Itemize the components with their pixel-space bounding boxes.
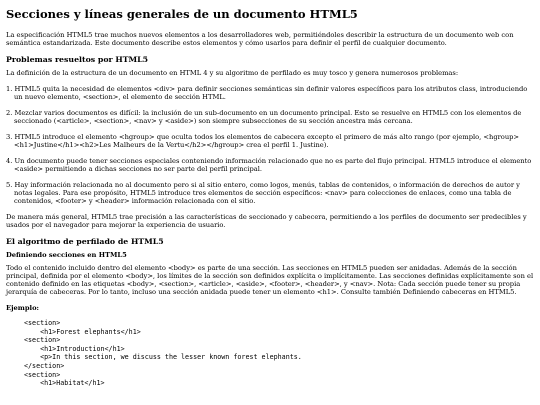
intro-paragraph: La especificación HTML5 trae muchos nuevos elementos a los desarrolladores web, permitiéndoles describir la estructura de un documento web con semántica estandarizada. Este documento describe estos elementos y cómo usarlos para definir el perfil de cualquier documento.	[6, 31, 514, 47]
problems-intro: La definición de la estructura de un documento en HTML 4 y su algoritmo de perfilado es muy tosco y genera numerosos problemas:	[6, 69, 459, 77]
list-item: 2. Mezclar varios documentos es difícil: la inclusión de un sub-documento en un documento principal. Esto se resuelve en HTML5 con los elementos de seccionado (<article>, <section>, <nav> y <aside>) son siempre subsecciones de su sección ancestra más cercana.	[6, 109, 522, 125]
problems-conclusion: De manera más general, HTML5 trae precisión a las características de seccionado y cabecera, permitiendo a los perfiles de documento ser predecibles y usados por el navegador para mejorar la experiencia de usuario.	[6, 213, 527, 229]
code-example: <section> <h1>Forest elephants</h1> <section> <h1>Introduction</h1> <p>In this section, we discuss the lesser known forest elephants. </section> <section> <h1>Habitat</h1>	[24, 319, 302, 388]
section-definition-subheading: Definiendo secciones en HTML5	[6, 251, 127, 259]
list-item: 5. Hay información relacionada no al documento pero si al sitio entero, como logos, menús, tablas de contenidos, o información de derechos de autor y notas legales. Para ese propósito, HTML5 introduce tres elementos de sección específicos: <nav> para colecciones de enlaces, como una tabla de contenidos, <footer> y <header> información relacionada con el sitio.	[6, 181, 520, 205]
algorithm-heading: El algoritmo de perfilado de HTML5	[6, 237, 164, 246]
problems-list	[6, 85, 534, 205]
list-item: 3. HTML5 introduce el elemento <hgroup> que oculta todos los elementos de cabecera excepto el primero de más alto rango (por ejemplo, <hgroup><h1>Justine</h1><h2>Les Malheurs de la Vertu</h2></hgroup> crea el perfil 1. Justine).	[6, 133, 520, 149]
list-item: 4. Un documento puede tener secciones especiales conteniendo información relacionado que no es parte del flujo principal. HTML5 introduce el elemento <aside> permitiendo a dichas secciones no ser parte del perfil principal.	[6, 157, 532, 173]
problems-heading: Problemas resueltos por HTML5	[6, 55, 149, 64]
algorithm-paragraph: Todo el contenido incluido dentro del elemento <body> es parte de una sección. Las secciones en HTML5 pueden ser anidadas. Además de la sección principal, definida por el elemento <body>, los límites de la sección son definidos explícita o implícitamente. Las secciones definidas explícitamente son el contenido definido en las etiquetas <body>, <section>, <article>, <aside>, <footer>, <header>, y <nav>. Nota: Cada sección puede tener su propia jerarquía de cabeceras. Por lo tanto, incluso una sección anidada puede tener un elemento <h1>. Consulte también Definiendo cabeceras en HTML5.	[6, 264, 534, 296]
list-item: 1. HTML5 quita la necesidad de elementos <div> para definir secciones semánticas sin definir valores específicos para los atributos class, introduciendo un nuevo elemento, <section>, el elemento de sección HTML.	[6, 85, 528, 101]
page-title: Secciones y líneas generales de un documento HTML5	[6, 7, 358, 21]
example-label: Ejemplo:	[6, 304, 39, 312]
